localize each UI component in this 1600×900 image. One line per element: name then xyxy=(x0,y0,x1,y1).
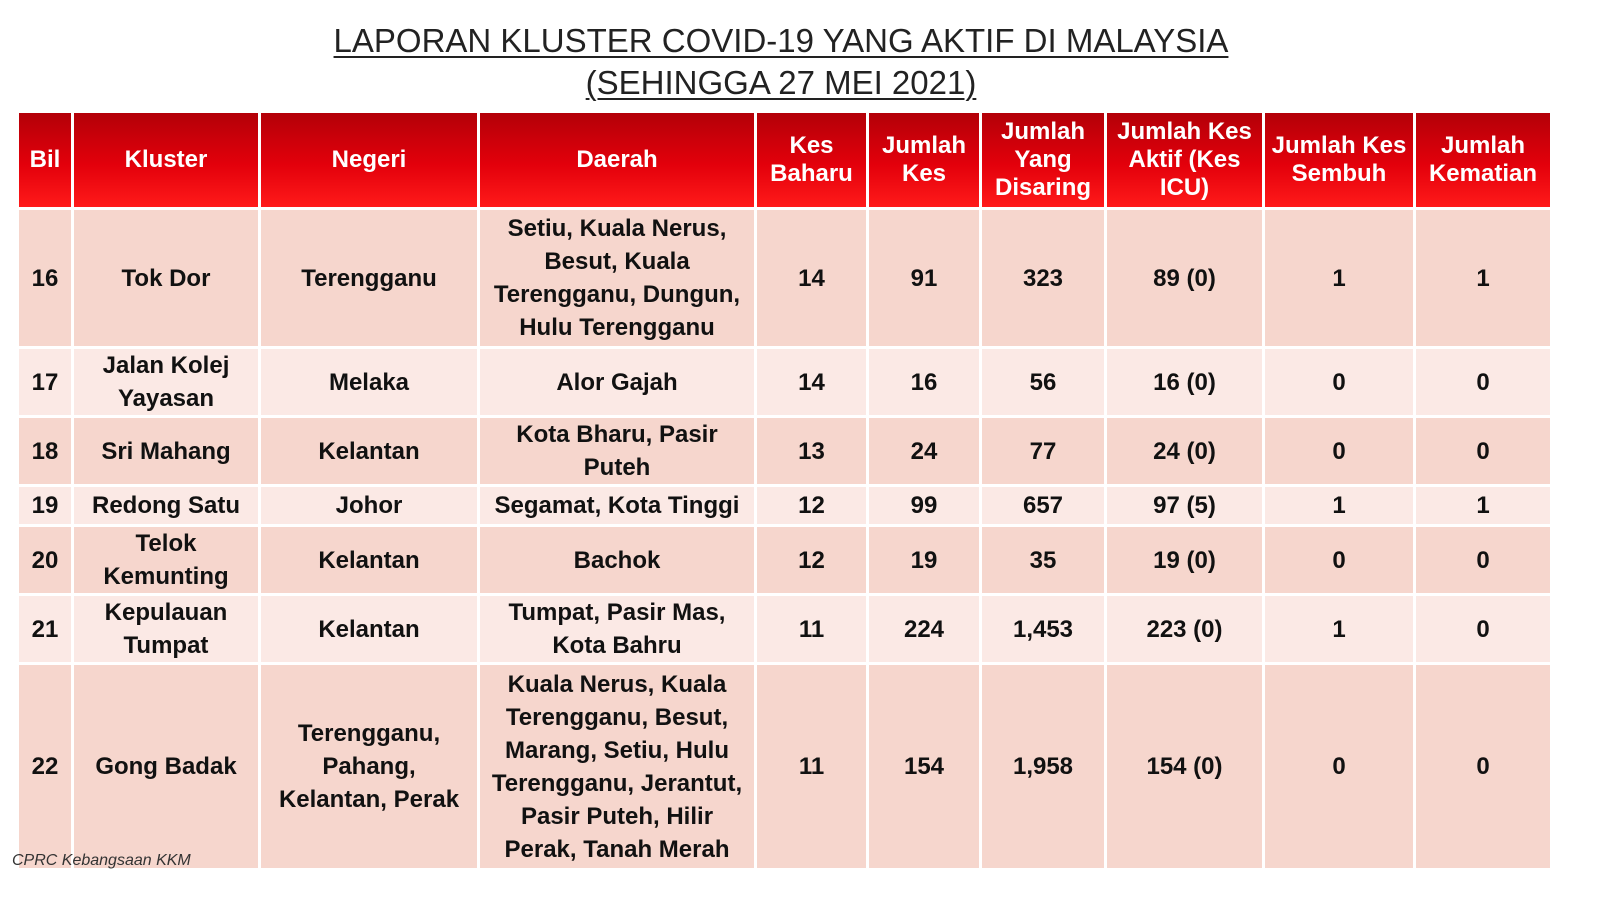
cell-kematian: 0 xyxy=(1416,596,1550,662)
cell-kluster: Redong Satu xyxy=(74,487,258,524)
cell-daerah: Tumpat, Pasir Mas, Kota Bahru xyxy=(480,596,754,662)
table-row xyxy=(19,596,1550,662)
source-footer: CPRC Kebangsaan KKM xyxy=(12,852,191,869)
cell-disaring: 323 xyxy=(982,210,1104,346)
cell-kes-baharu: 12 xyxy=(757,487,866,524)
header-kluster: Kluster xyxy=(74,113,258,207)
cell-kluster: Gong Badak xyxy=(74,665,258,868)
cell-negeri: Kelantan xyxy=(261,596,477,662)
cell-bil: 22 xyxy=(19,665,71,868)
cell-bil: 19 xyxy=(19,487,71,524)
cell-kematian: 1 xyxy=(1416,210,1550,346)
cell-kluster: Kepulauan Tumpat xyxy=(74,596,258,662)
cell-kes-baharu: 11 xyxy=(757,596,866,662)
cell-negeri: Kelantan xyxy=(261,527,477,593)
cell-kes-baharu: 11 xyxy=(757,665,866,868)
table-row xyxy=(19,210,1550,346)
cell-aktif: 223 (0) xyxy=(1107,596,1262,662)
header-daerah: Daerah xyxy=(480,113,754,207)
cell-kluster: Sri Mahang xyxy=(74,418,258,484)
header-jumlah-sembuh: Jumlah Kes Sembuh xyxy=(1265,113,1413,207)
cell-aktif: 154 (0) xyxy=(1107,665,1262,868)
cell-kluster: Jalan Kolej Yayasan xyxy=(74,349,258,415)
cell-negeri: Terengganu xyxy=(261,210,477,346)
cell-kes-baharu: 13 xyxy=(757,418,866,484)
cell-bil: 16 xyxy=(19,210,71,346)
cell-bil: 17 xyxy=(19,349,71,415)
cell-aktif: 16 (0) xyxy=(1107,349,1262,415)
header-jumlah-kes: Jumlah Kes xyxy=(869,113,979,207)
cell-negeri: Melaka xyxy=(261,349,477,415)
cell-kluster: Telok Kemunting xyxy=(74,527,258,593)
cell-sembuh: 1 xyxy=(1265,210,1413,346)
cell-aktif: 19 (0) xyxy=(1107,527,1262,593)
cell-kes-baharu: 14 xyxy=(757,349,866,415)
cell-daerah: Kota Bharu, Pasir Puteh xyxy=(480,418,754,484)
cell-daerah: Setiu, Kuala Nerus, Besut, Kuala Terengganu, Dungun, Hulu Terengganu xyxy=(480,210,754,346)
table-row xyxy=(19,487,1550,524)
cell-daerah: Alor Gajah xyxy=(480,349,754,415)
cell-kematian: 0 xyxy=(1416,527,1550,593)
cell-aktif: 89 (0) xyxy=(1107,210,1262,346)
cell-sembuh: 0 xyxy=(1265,527,1413,593)
cell-jumlah-kes: 16 xyxy=(869,349,979,415)
table-header-row xyxy=(19,113,1550,207)
cell-sembuh: 1 xyxy=(1265,596,1413,662)
cell-sembuh: 0 xyxy=(1265,665,1413,868)
table-row xyxy=(19,527,1550,593)
cell-negeri: Kelantan xyxy=(261,418,477,484)
cell-disaring: 56 xyxy=(982,349,1104,415)
cell-kematian: 0 xyxy=(1416,349,1550,415)
cell-kematian: 0 xyxy=(1416,665,1550,868)
cell-bil: 18 xyxy=(19,418,71,484)
cell-aktif: 24 (0) xyxy=(1107,418,1262,484)
cell-disaring: 1,453 xyxy=(982,596,1104,662)
table-row xyxy=(19,418,1550,484)
header-negeri: Negeri xyxy=(261,113,477,207)
cell-daerah: Bachok xyxy=(480,527,754,593)
cell-bil: 20 xyxy=(19,527,71,593)
cell-jumlah-kes: 91 xyxy=(869,210,979,346)
cell-disaring: 657 xyxy=(982,487,1104,524)
cell-daerah: Kuala Nerus, Kuala Terengganu, Besut, Marang, Setiu, Hulu Terengganu, Jerantut, Pasir Puteh, Hilir Perak, Tanah Merah xyxy=(480,665,754,868)
cell-disaring: 35 xyxy=(982,527,1104,593)
header-jumlah-aktif: Jumlah Kes Aktif (Kes ICU) xyxy=(1107,113,1262,207)
header-jumlah-disaring: Jumlah Yang Disaring xyxy=(982,113,1104,207)
cell-negeri: Terengganu, Pahang, Kelantan, Perak xyxy=(261,665,477,868)
cell-sembuh: 0 xyxy=(1265,349,1413,415)
cell-kluster: Tok Dor xyxy=(74,210,258,346)
title-line-2: (SEHINGGA 27 MEI 2021) xyxy=(585,64,977,101)
cell-kematian: 0 xyxy=(1416,418,1550,484)
cell-sembuh: 0 xyxy=(1265,418,1413,484)
header-bil: Bil xyxy=(19,113,71,207)
cell-aktif: 97 (5) xyxy=(1107,487,1262,524)
cell-sembuh: 1 xyxy=(1265,487,1413,524)
cell-jumlah-kes: 19 xyxy=(869,527,979,593)
cell-jumlah-kes: 154 xyxy=(869,665,979,868)
cluster-table xyxy=(16,110,1553,871)
cell-kes-baharu: 14 xyxy=(757,210,866,346)
cell-disaring: 1,958 xyxy=(982,665,1104,868)
header-kes-baharu: Kes Baharu xyxy=(757,113,866,207)
cell-negeri: Johor xyxy=(261,487,477,524)
cell-jumlah-kes: 99 xyxy=(869,487,979,524)
title-line-1: LAPORAN KLUSTER COVID-19 YANG AKTIF DI MALAYSIA xyxy=(333,22,1229,59)
cell-kes-baharu: 12 xyxy=(757,527,866,593)
cell-bil: 21 xyxy=(19,596,71,662)
cell-kematian: 1 xyxy=(1416,487,1550,524)
report-title xyxy=(0,20,1562,104)
cell-jumlah-kes: 24 xyxy=(869,418,979,484)
cell-jumlah-kes: 224 xyxy=(869,596,979,662)
table-row xyxy=(19,349,1550,415)
header-jumlah-kematian: Jumlah Kematian xyxy=(1416,113,1550,207)
cell-disaring: 77 xyxy=(982,418,1104,484)
table-row xyxy=(19,665,1550,868)
cell-daerah: Segamat, Kota Tinggi xyxy=(480,487,754,524)
